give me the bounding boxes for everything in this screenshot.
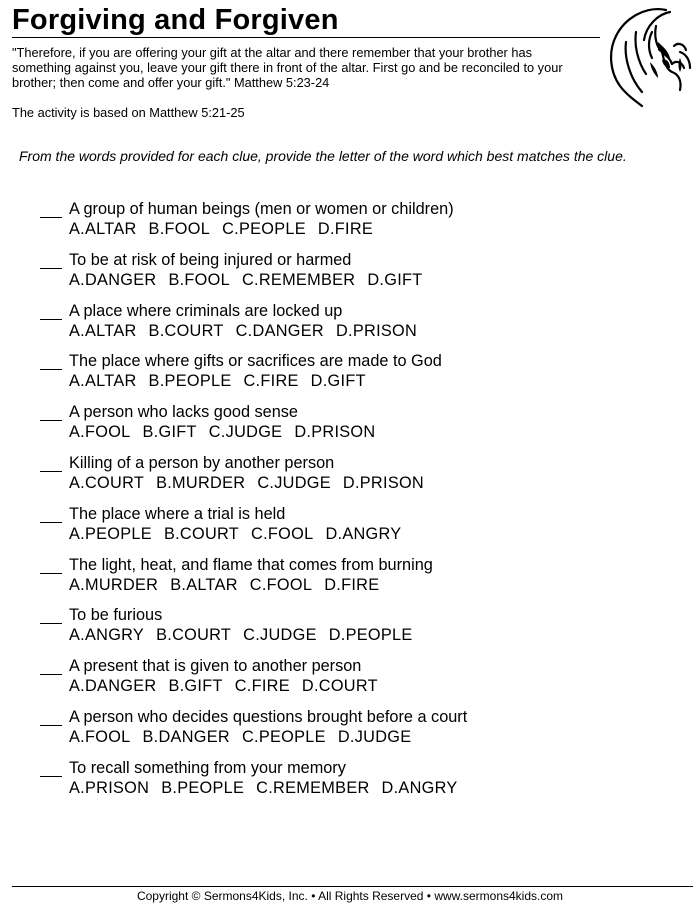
- scripture-verse: "Therefore, if you are offering your gift at the altar and there remember that your brother has something against you, leave your gift there in front of the altar. First go and be reconciled to your brother; then come and offer your gift." Matthew 5:23-24: [12, 45, 563, 90]
- option-b: B.ALTAR: [170, 575, 238, 594]
- option-c: C.JUDGE: [257, 473, 331, 492]
- question-clue: The place where a trial is held: [69, 504, 286, 523]
- question-item: [40, 505, 680, 556]
- option-a: A.ALTAR: [69, 220, 137, 238]
- option-d: D.GIFT: [310, 372, 366, 391]
- question-clue: A group of human beings (men or women or children): [69, 200, 454, 218]
- answer-blank[interactable]: [40, 623, 62, 624]
- option-a: A.FOOL: [69, 423, 131, 442]
- answer-options: [69, 677, 390, 696]
- option-d: D.ANGRY: [325, 524, 402, 543]
- option-a: A.PEOPLE: [69, 524, 152, 543]
- instructions: From the words provided for each clue, provide the letter of the word which best matches the clue.: [19, 148, 627, 164]
- answer-blank[interactable]: [40, 217, 62, 218]
- answer-options: [69, 525, 413, 544]
- praying-figure-illustration: [596, 2, 696, 112]
- option-d: D.PRISON: [342, 473, 424, 492]
- option-d: D.ANGRY: [381, 778, 458, 797]
- option-c: C.DANGER: [235, 321, 324, 340]
- question-clue: A person who decides questions brought before a court: [69, 707, 468, 726]
- question-clue: The place where gifts or sacrifices are made to God: [69, 352, 442, 371]
- answer-options: [69, 626, 425, 645]
- option-b: B.GIFT: [142, 423, 197, 442]
- answer-blank[interactable]: [40, 573, 62, 574]
- option-b: B.PEOPLE: [148, 372, 232, 391]
- option-b: B.COURT: [148, 321, 224, 340]
- question-clue: The light, heat, and flame that comes from burning: [69, 555, 433, 574]
- option-a: A.DANGER: [69, 677, 157, 696]
- option-c: C.REMEMBER: [241, 270, 356, 289]
- option-c: C.PEOPLE: [241, 727, 326, 746]
- option-a: A.ALTAR: [69, 321, 137, 340]
- option-b: B.MURDER: [156, 473, 246, 492]
- answer-options: [69, 220, 385, 239]
- answer-blank[interactable]: [40, 471, 62, 472]
- option-a: A.DANGER: [69, 270, 157, 289]
- option-a: A.MURDER: [69, 575, 159, 594]
- option-d: D.FIRE: [324, 575, 380, 594]
- answer-options: [69, 576, 391, 595]
- option-c: C.REMEMBER: [256, 778, 370, 797]
- answer-blank[interactable]: [40, 674, 62, 675]
- answer-options: [69, 271, 435, 290]
- question-item: [40, 352, 680, 403]
- answer-options: [69, 474, 436, 493]
- answer-blank[interactable]: [40, 522, 62, 523]
- answer-blank[interactable]: [40, 268, 62, 269]
- option-c: C.FIRE: [243, 372, 299, 391]
- question-clue: To be furious: [69, 606, 163, 625]
- answer-blank[interactable]: [40, 776, 62, 777]
- option-d: D.PRISON: [294, 423, 376, 442]
- question-item: [40, 657, 680, 708]
- answer-options: [69, 779, 470, 798]
- option-b: B.PEOPLE: [161, 778, 245, 797]
- answer-blank[interactable]: [40, 420, 62, 421]
- option-b: B.FOOL: [148, 220, 211, 238]
- option-c: C.FOOL: [251, 524, 314, 543]
- option-c: C.FOOL: [249, 575, 313, 594]
- option-d: D.PRISON: [335, 321, 418, 340]
- answer-options: [69, 728, 423, 747]
- question-list: [40, 200, 680, 810]
- answer-blank[interactable]: [40, 369, 62, 370]
- answer-blank[interactable]: [40, 319, 62, 320]
- question-item: [40, 454, 680, 505]
- option-a: A.ALTAR: [69, 372, 137, 391]
- question-item: [40, 403, 680, 454]
- option-c: C.FIRE: [234, 677, 290, 696]
- option-c: C.JUDGE: [208, 423, 283, 442]
- answer-options: [69, 423, 387, 442]
- title-divider: [12, 37, 600, 38]
- option-d: D.JUDGE: [337, 727, 412, 746]
- copyright-footer: Copyright © Sermons4Kids, Inc. • All Rights Reserved • www.sermons4kids.com: [136, 889, 564, 903]
- option-a: A.PRISON: [69, 778, 150, 797]
- option-c: C.PEOPLE: [222, 220, 306, 238]
- option-b: B.GIFT: [168, 677, 223, 696]
- question-clue: To recall something from your memory: [69, 758, 346, 777]
- question-item: [40, 556, 680, 607]
- option-b: B.FOOL: [168, 270, 230, 289]
- question-clue: To be at risk of being injured or harmed: [69, 250, 352, 269]
- question-clue: A present that is given to another person: [69, 657, 362, 676]
- option-a: A.COURT: [69, 473, 145, 492]
- answer-blank[interactable]: [40, 725, 62, 726]
- question-clue: A place where criminals are locked up: [69, 301, 343, 320]
- option-d: D.FIRE: [317, 220, 374, 238]
- option-c: C.JUDGE: [243, 626, 317, 645]
- question-item: [40, 200, 680, 251]
- footer-divider: [12, 886, 693, 887]
- question-clue: Killing of a person by another person: [69, 453, 335, 472]
- option-b: B.COURT: [156, 626, 232, 645]
- option-d: D.GIFT: [367, 270, 423, 289]
- question-clue: A person who lacks good sense: [69, 403, 298, 422]
- page-title: Forgiving and Forgiven: [12, 4, 339, 36]
- option-a: A.ANGRY: [69, 626, 145, 645]
- answer-options: [69, 372, 378, 391]
- question-item: [40, 606, 680, 657]
- option-a: A.FOOL: [69, 727, 131, 746]
- question-item: [40, 708, 680, 759]
- question-item: [40, 251, 680, 302]
- question-item: [40, 759, 680, 810]
- option-d: D.COURT: [301, 677, 378, 696]
- option-b: B.DANGER: [142, 727, 230, 746]
- option-d: D.PEOPLE: [328, 626, 413, 645]
- answer-options: [69, 322, 429, 341]
- activity-basis: The activity is based on Matthew 5:21-25: [12, 105, 245, 120]
- option-b: B.COURT: [163, 524, 240, 543]
- question-item: [40, 302, 680, 353]
